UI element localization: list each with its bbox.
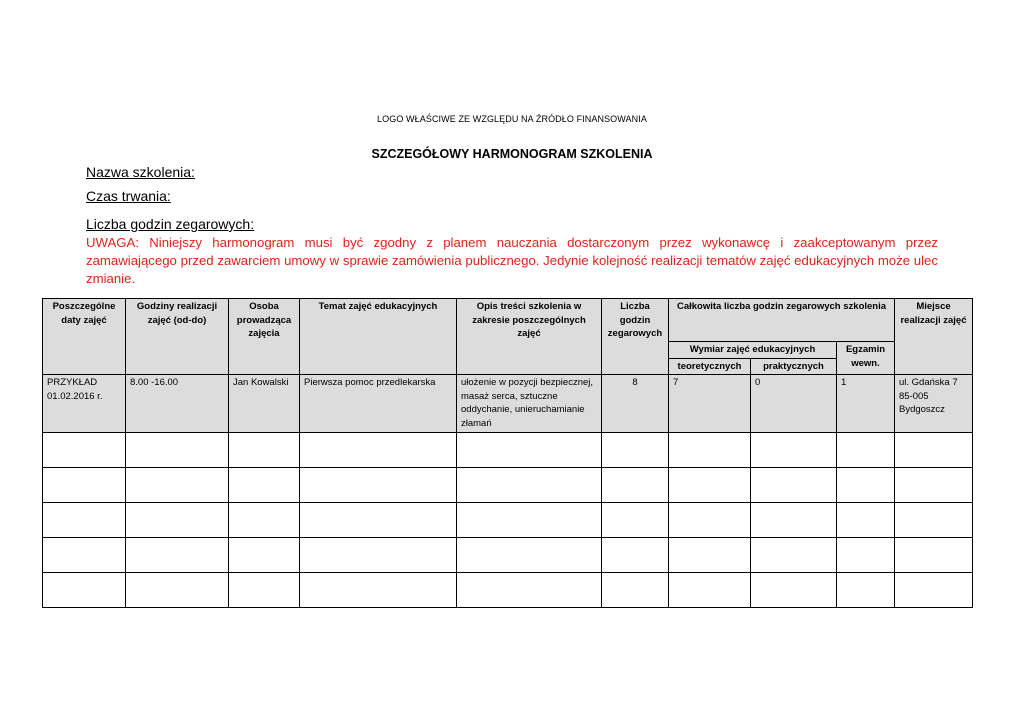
header-theoretical: teoretycznych <box>669 358 751 375</box>
empty-cell[interactable] <box>457 573 602 608</box>
empty-cell[interactable] <box>602 538 669 573</box>
empty-cell[interactable] <box>669 433 751 468</box>
example-topic: Pierwsza pomoc przedlekarska <box>300 375 457 433</box>
empty-cell[interactable] <box>229 468 300 503</box>
example-street: ul. Gdańska 7 <box>899 377 958 388</box>
empty-cell[interactable] <box>457 538 602 573</box>
empty-cell[interactable] <box>895 538 973 573</box>
empty-cell[interactable] <box>751 468 837 503</box>
logo-placeholder-note: LOGO WŁAŚCIWE ZE WZGLĘDU NA ŹRÓDŁO FINANSOWANIA <box>377 114 647 124</box>
example-hours-range: 8.00 -16.00 <box>126 375 229 433</box>
empty-cell[interactable] <box>751 433 837 468</box>
header-description: Opis treści szkolenia w zakresie poszczególnych zajęć <box>457 299 602 375</box>
empty-cell[interactable] <box>300 538 457 573</box>
example-city: Bydgoszcz <box>899 404 945 415</box>
warning-note: UWAGA: Niniejszy harmonogram musi być zgodny z planem nauczania dostarczonym przez wykonawcę i zaakceptowanym przez zamawiającego przed zawarciem umowy w sprawie zamówienia publicznego. Jedynie kolejność realizacji tematów zajęć edukacyjnych może ulec zmianie. <box>86 235 938 286</box>
header-clock-hours: Liczba godzin zegarowych <box>602 299 669 375</box>
empty-cell[interactable] <box>895 573 973 608</box>
empty-row <box>43 573 973 608</box>
empty-cell[interactable] <box>43 503 126 538</box>
empty-cell[interactable] <box>300 468 457 503</box>
empty-cell[interactable] <box>457 433 602 468</box>
example-person: Jan Kowalski <box>229 375 300 433</box>
empty-cell[interactable] <box>43 433 126 468</box>
empty-cell[interactable] <box>43 468 126 503</box>
empty-row <box>43 503 973 538</box>
example-clock-hours: 8 <box>602 375 669 433</box>
empty-cell[interactable] <box>669 573 751 608</box>
empty-cell[interactable] <box>669 468 751 503</box>
training-name-label: Nazwa szkolenia: <box>86 164 195 180</box>
empty-cell[interactable] <box>126 573 229 608</box>
empty-cell[interactable] <box>837 573 895 608</box>
empty-cell[interactable] <box>837 433 895 468</box>
empty-row <box>43 538 973 573</box>
empty-cell[interactable] <box>602 433 669 468</box>
example-exam: 1 <box>837 375 895 433</box>
header-topic: Temat zajęć edukacyjnych <box>300 299 457 375</box>
empty-cell[interactable] <box>669 503 751 538</box>
example-practical: 0 <box>751 375 837 433</box>
empty-cell[interactable] <box>43 538 126 573</box>
clock-hours-label: Liczba godzin zegarowych: <box>86 216 255 232</box>
empty-cell[interactable] <box>229 538 300 573</box>
example-place-cell <box>895 375 973 433</box>
empty-cell[interactable] <box>126 468 229 503</box>
empty-cell[interactable] <box>300 573 457 608</box>
table-header-row <box>43 299 973 342</box>
header-hours-range: Godziny realizacji zajęć (od-do) <box>126 299 229 375</box>
duration-label: Czas trwania: <box>86 188 171 204</box>
empty-cell[interactable] <box>837 468 895 503</box>
empty-cell[interactable] <box>602 468 669 503</box>
empty-cell[interactable] <box>751 573 837 608</box>
empty-cell[interactable] <box>229 573 300 608</box>
header-place: Miejsce realizacji zajęć <box>895 299 973 375</box>
example-date-cell <box>43 375 126 433</box>
example-description: ułożenie w pozycji bezpiecznej, masaż serca, sztuczne oddychanie, unieruchamianie złamań <box>457 375 602 433</box>
example-date: 01.02.2016 r. <box>47 390 103 402</box>
example-postal-code: 85-005 <box>899 390 929 402</box>
empty-cell[interactable] <box>837 538 895 573</box>
empty-cell[interactable] <box>895 433 973 468</box>
empty-cell[interactable] <box>895 468 973 503</box>
empty-rows <box>43 433 973 608</box>
empty-cell[interactable] <box>126 538 229 573</box>
empty-cell[interactable] <box>126 433 229 468</box>
empty-cell[interactable] <box>751 538 837 573</box>
empty-cell[interactable] <box>602 503 669 538</box>
header-exam: Egzamin wewn. <box>837 342 895 375</box>
empty-cell[interactable] <box>457 468 602 503</box>
empty-cell[interactable] <box>837 503 895 538</box>
empty-row <box>43 433 973 468</box>
empty-cell[interactable] <box>126 503 229 538</box>
empty-cell[interactable] <box>602 573 669 608</box>
example-theoretical: 7 <box>669 375 751 433</box>
header-dates: Poszczególne daty zajęć <box>43 299 126 375</box>
document-title: SZCZEGÓŁOWY HARMONOGRAM SZKOLENIA <box>371 147 653 161</box>
header-dimension: Wymiar zajęć edukacyjnych <box>669 342 837 359</box>
empty-cell[interactable] <box>669 538 751 573</box>
empty-cell[interactable] <box>300 503 457 538</box>
empty-cell[interactable] <box>457 503 602 538</box>
header-practical: praktycznych <box>751 358 837 375</box>
empty-cell[interactable] <box>300 433 457 468</box>
example-row <box>43 375 973 433</box>
empty-cell[interactable] <box>895 503 973 538</box>
schedule-table <box>42 298 973 608</box>
header-person: Osoba prowadząca zajęcia <box>229 299 300 375</box>
empty-cell[interactable] <box>43 573 126 608</box>
empty-cell[interactable] <box>229 433 300 468</box>
empty-row <box>43 468 973 503</box>
empty-cell[interactable] <box>229 503 300 538</box>
header-total-hours: Całkowita liczba godzin zegarowych szkolenia <box>669 299 895 342</box>
example-date-label: PRZYKŁAD <box>47 377 98 388</box>
empty-cell[interactable] <box>751 503 837 538</box>
